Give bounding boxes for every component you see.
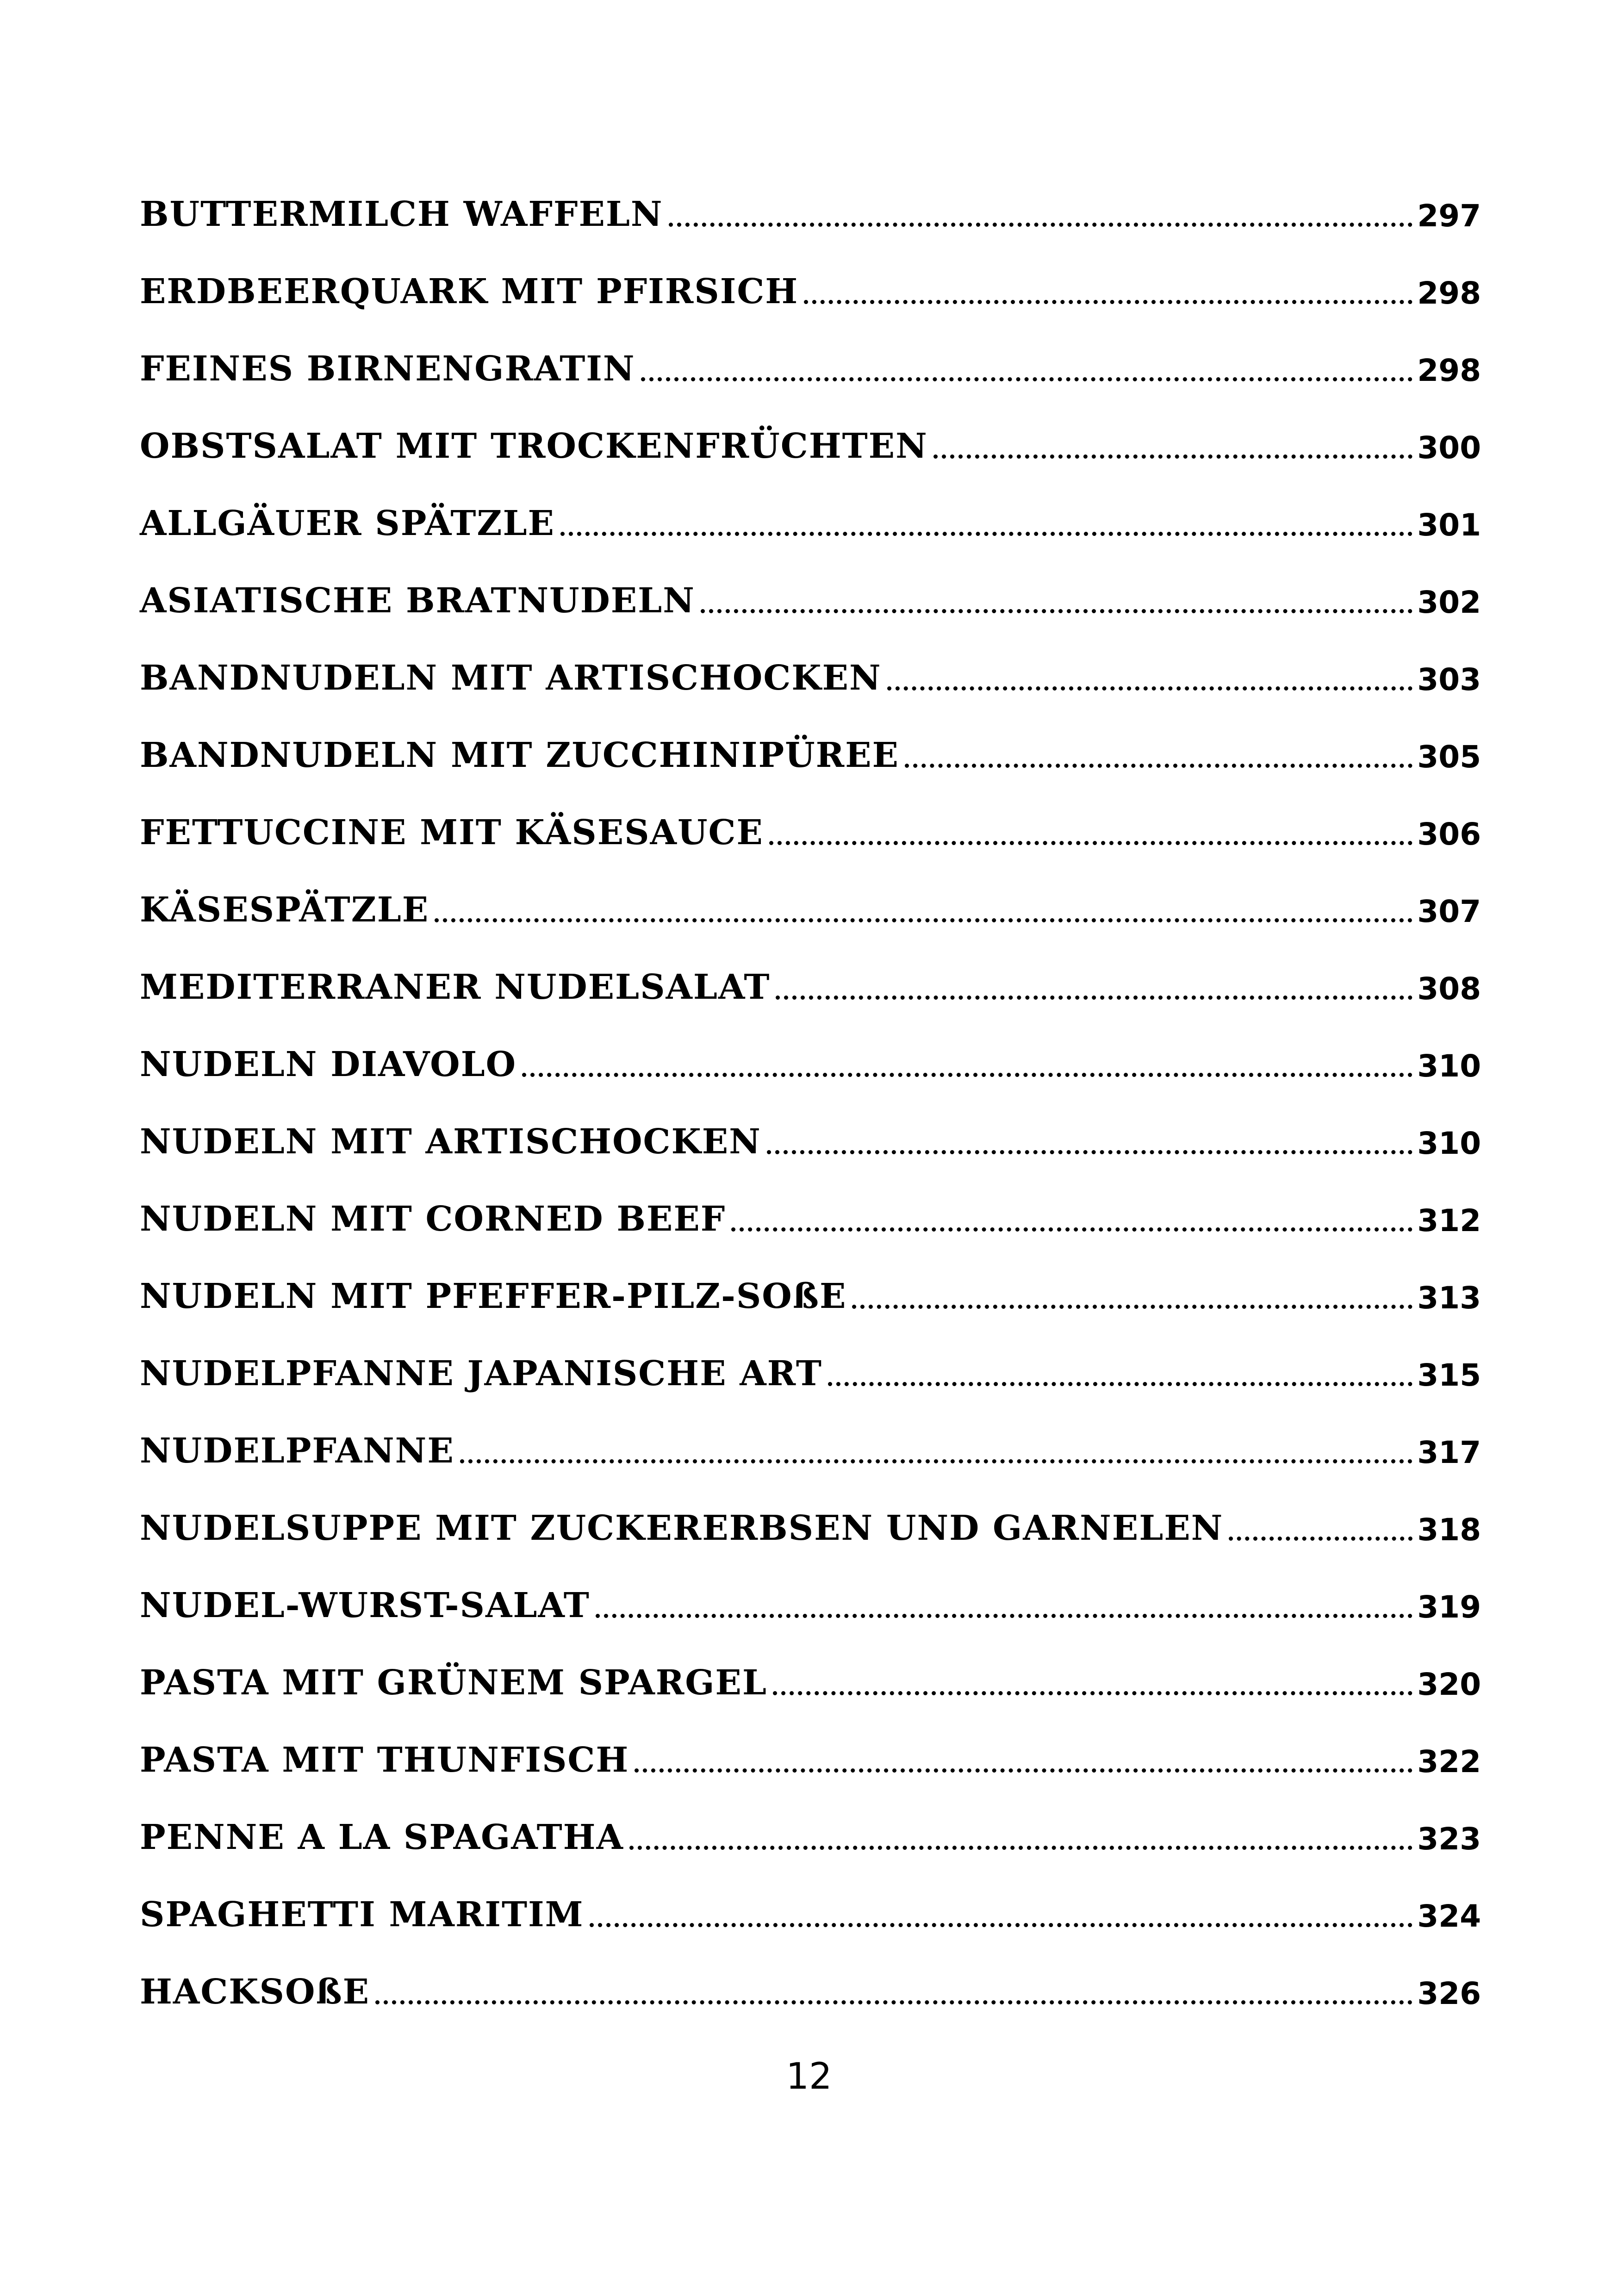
dot-leader: [435, 918, 1413, 922]
toc-entry-title: FEINES BIRNENGRATIN: [140, 349, 635, 389]
dot-leader: [375, 2000, 1413, 2004]
toc-entry[interactable]: [140, 1567, 1481, 1623]
toc-entry[interactable]: [140, 871, 1481, 930]
toc-entry-page: 315: [1417, 1357, 1481, 1393]
dot-leader: [776, 996, 1413, 1000]
toc-entry-page: 326: [1417, 1976, 1481, 2011]
toc-entry-page: 310: [1417, 1048, 1481, 1084]
toc-entry[interactable]: [140, 1258, 1481, 1316]
dot-leader: [731, 1227, 1413, 1232]
toc-entry[interactable]: [140, 1876, 1481, 1935]
toc-entry-page: 317: [1417, 1435, 1481, 1470]
toc-entry[interactable]: [140, 717, 1481, 775]
toc-entry-title: NUDELN MIT CORNED BEEF: [140, 1199, 726, 1239]
toc-entry[interactable]: [140, 485, 1481, 541]
dot-leader: [635, 1768, 1413, 1773]
toc-entry[interactable]: [140, 1722, 1481, 1780]
dot-leader: [828, 1382, 1413, 1386]
toc-entry-page: 298: [1417, 275, 1481, 311]
toc-entry-title: OBSTSALAT MIT TROCKENFRÜCHTEN: [140, 426, 928, 466]
dot-leader: [887, 686, 1413, 691]
toc-entry-page: 301: [1417, 507, 1481, 543]
dot-leader: [773, 1691, 1413, 1695]
toc-entry[interactable]: [140, 408, 1481, 466]
toc-entry-page: 303: [1417, 662, 1481, 697]
dot-leader: [629, 1846, 1413, 1850]
toc-entry-title: NUDELN MIT ARTISCHOCKEN: [140, 1122, 761, 1162]
toc-entry-title: BUTTERMILCH WAFFELN: [140, 194, 663, 234]
toc-entry-page: 306: [1417, 816, 1481, 852]
dot-leader: [596, 1614, 1413, 1618]
toc-entry[interactable]: [140, 794, 1481, 850]
toc-entry-page: 298: [1417, 353, 1481, 388]
dot-leader: [804, 300, 1413, 304]
dot-leader: [769, 841, 1413, 845]
toc-entry-page: 310: [1417, 1126, 1481, 1161]
toc-entry-title: MEDITERRANER NUDELSALAT: [140, 967, 771, 1007]
toc-entry-title: ASIATISCHE BRATNUDELN: [140, 581, 695, 621]
toc-entry-title: PASTA MIT GRÜNEM SPARGEL: [140, 1663, 767, 1703]
toc-entry-page: 323: [1417, 1821, 1481, 1857]
toc-entry[interactable]: [140, 949, 1481, 1007]
toc-entry[interactable]: [140, 1644, 1481, 1703]
toc-entry-page: 320: [1417, 1667, 1481, 1702]
toc-entry-title: NUDELN MIT PFEFFER-PILZ-SOßE: [140, 1276, 847, 1316]
toc-entry-title: NUDELN DIAVOLO: [140, 1045, 517, 1084]
toc-entry-title: NUDEL-WURST-SALAT: [140, 1586, 590, 1625]
toc-entry-title: KÄSESPÄTZLE: [140, 890, 429, 930]
toc-entry-title: ERDBEERQUARK MIT PFIRSICH: [140, 272, 799, 311]
toc-entry-title: BANDNUDELN MIT ZUCCHINIPÜREE: [140, 735, 899, 775]
toc-entry-title: HACKSOßE: [140, 1972, 370, 2012]
toc-entry[interactable]: [140, 1490, 1481, 1548]
page-number: 12: [786, 2056, 832, 2097]
toc-entry[interactable]: [140, 253, 1481, 309]
toc-entry[interactable]: [140, 1181, 1481, 1239]
dot-leader: [852, 1305, 1413, 1309]
toc-entry-title: NUDELPFANNE: [140, 1431, 454, 1471]
toc-entry-page: 300: [1417, 430, 1481, 466]
toc-entry[interactable]: [140, 640, 1481, 698]
toc-entry[interactable]: [140, 562, 1481, 621]
toc-entry-page: 312: [1417, 1203, 1481, 1238]
toc-entry-title: PASTA MIT THUNFISCH: [140, 1740, 629, 1780]
dot-leader: [560, 532, 1413, 536]
toc-entry-title: FETTUCCINE MIT KÄSESAUCE: [140, 813, 764, 852]
dot-leader: [905, 764, 1413, 768]
toc-entry[interactable]: [140, 330, 1481, 389]
toc-entry[interactable]: [140, 176, 1481, 234]
toc-entry[interactable]: [140, 1335, 1481, 1394]
toc-entry-page: 318: [1417, 1512, 1481, 1548]
toc-entry-page: 302: [1417, 585, 1481, 620]
toc-entry-title: NUDELSUPPE MIT ZUCKERERBSEN UND GARNELEN: [140, 1508, 1224, 1548]
toc-entry-title: NUDELPFANNE JAPANISCHE ART: [140, 1354, 822, 1394]
dot-leader: [641, 377, 1413, 381]
toc-entry-title: BANDNUDELN MIT ARTISCHOCKEN: [140, 658, 882, 698]
dot-leader: [1229, 1537, 1413, 1541]
toc-entry-page: 324: [1417, 1898, 1481, 1934]
dot-leader: [522, 1073, 1413, 1077]
toc-entry-title: SPAGHETTI MARITIM: [140, 1895, 584, 1935]
toc-entry-title: PENNE A LA SPAGATHA: [140, 1817, 624, 1857]
toc-entry[interactable]: [140, 1412, 1481, 1471]
toc-entry-page: 308: [1417, 971, 1481, 1007]
toc-entry-page: 322: [1417, 1744, 1481, 1780]
dot-leader: [701, 609, 1413, 613]
dot-leader: [460, 1459, 1413, 1463]
toc-entry-title: ALLGÄUER SPÄTZLE: [140, 504, 555, 543]
toc-entry-page: 319: [1417, 1589, 1481, 1625]
toc-entry[interactable]: [140, 1026, 1481, 1082]
toc-entry-page: 305: [1417, 739, 1481, 775]
toc-entry[interactable]: [140, 1103, 1481, 1162]
toc-entry-page: 297: [1417, 198, 1481, 234]
toc-entry[interactable]: [140, 1799, 1481, 1857]
toc-entry-page: 307: [1417, 894, 1481, 929]
dot-leader: [590, 1923, 1413, 1927]
dot-leader: [767, 1150, 1413, 1154]
dot-leader: [669, 223, 1413, 227]
toc-entry[interactable]: [140, 1954, 1481, 2012]
toc-entry-page: 313: [1417, 1280, 1481, 1316]
dot-leader: [933, 454, 1413, 459]
